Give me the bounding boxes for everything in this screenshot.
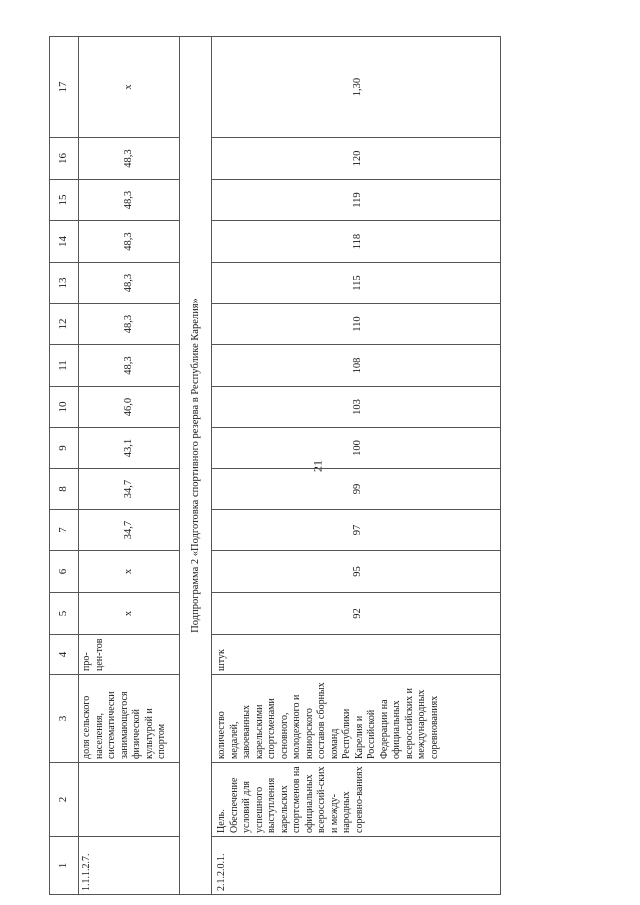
value-cell: 92 — [212, 593, 501, 635]
header-cell: 9 — [50, 428, 79, 469]
value-cell: 34,7 — [79, 469, 180, 510]
header-cell: 15 — [50, 180, 79, 221]
value-cell: 99 — [212, 469, 501, 510]
header-row — [50, 37, 79, 895]
row-goal — [79, 763, 180, 837]
value-cell: 48,3 — [79, 180, 180, 221]
value-cell: 108 — [212, 345, 501, 387]
header-cell: 12 — [50, 304, 79, 345]
row-goal: Цель. Обеспечение условий для успешного выступления карельских спортсменов на официальных всероссий-ских и между-народных соревно-ваниях — [212, 763, 501, 837]
value-cell: 34,7 — [79, 510, 180, 551]
table-row — [212, 37, 501, 895]
value-cell: 118 — [212, 221, 501, 263]
header-cell: 17 — [50, 37, 79, 138]
row-unit: штук — [212, 635, 501, 675]
header-cell: 6 — [50, 551, 79, 593]
header-cell: 14 — [50, 221, 79, 263]
header-cell: 5 — [50, 593, 79, 635]
value-cell: 1,30 — [212, 37, 501, 138]
value-cell: x — [79, 551, 180, 593]
header-cell: 7 — [50, 510, 79, 551]
subprogram-title: Подпрограмма 2 «Подготовка спортивного резерва в Республике Карелия» — [180, 37, 212, 895]
value-cell: 48,3 — [79, 138, 180, 180]
rotated-table-container — [49, 57, 494, 895]
value-cell: 48,3 — [79, 304, 180, 345]
value-cell: 110 — [212, 304, 501, 345]
header-cell: 1 — [50, 837, 79, 895]
value-cell: x — [79, 37, 180, 138]
value-cell: 48,3 — [79, 263, 180, 304]
header-cell: 11 — [50, 345, 79, 387]
value-cell: 103 — [212, 387, 501, 428]
value-cell: 120 — [212, 138, 501, 180]
row-unit: про-цен-тов — [79, 635, 180, 675]
header-cell: 13 — [50, 263, 79, 304]
header-cell: 10 — [50, 387, 79, 428]
row-indicator: доля сельского населения, систематически занимающегося физической культурой и спортом — [79, 675, 180, 763]
page-number: 21 — [310, 460, 325, 472]
value-cell: 115 — [212, 263, 501, 304]
header-cell: 4 — [50, 635, 79, 675]
subprogram-row — [180, 37, 212, 895]
header-cell: 16 — [50, 138, 79, 180]
header-cell: 2 — [50, 763, 79, 837]
value-cell: 100 — [212, 428, 501, 469]
indicators-table — [49, 36, 501, 895]
value-cell: 97 — [212, 510, 501, 551]
header-cell: 3 — [50, 675, 79, 763]
value-cell: 119 — [212, 180, 501, 221]
value-cell: 43,1 — [79, 428, 180, 469]
header-cell: 8 — [50, 469, 79, 510]
row-code: 2.1.2.0.1. — [212, 837, 501, 895]
value-cell: 48,3 — [79, 221, 180, 263]
table-row — [79, 37, 180, 895]
value-cell: 95 — [212, 551, 501, 593]
value-cell: 46,0 — [79, 387, 180, 428]
value-cell: x — [79, 593, 180, 635]
table-area — [49, 57, 494, 895]
value-cell: 48,3 — [79, 345, 180, 387]
row-code: 1.1.1.2.7. — [79, 837, 180, 895]
row-indicator: количество медалей, завоеванных карельскими спортсменами основного, молодежного и юниорского составов сборных команд Республики Карелия и Российской Федерации на официальных всероссийских и международных соревнованиях — [212, 675, 501, 763]
